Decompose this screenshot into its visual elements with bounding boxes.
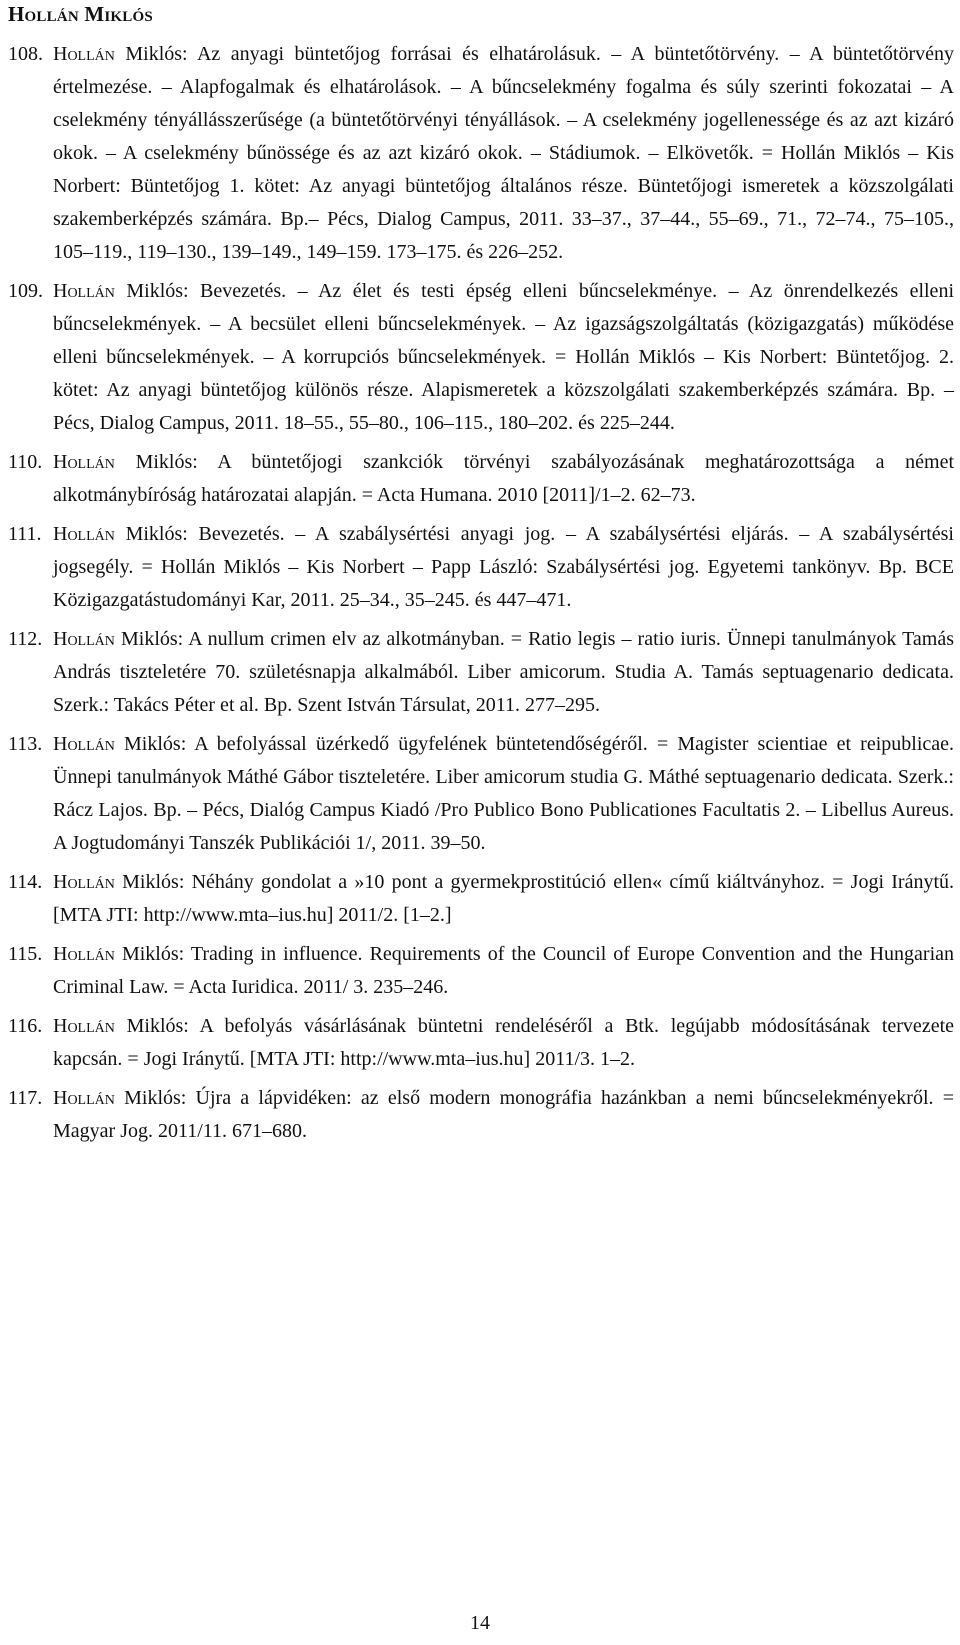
entry-number: 117. bbox=[8, 1087, 43, 1109]
entry-number: 116. bbox=[8, 1015, 43, 1037]
list-item bbox=[8, 518, 954, 617]
entry-author: Hollán bbox=[53, 1087, 115, 1109]
list-item bbox=[8, 866, 954, 932]
entry-number: 112. bbox=[8, 628, 43, 650]
list-item bbox=[8, 1010, 954, 1076]
entry-author: Hollán bbox=[53, 628, 115, 650]
bibliography-list bbox=[8, 38, 954, 1154]
list-item bbox=[8, 275, 954, 440]
entry-author: Hollán bbox=[53, 871, 115, 893]
entry-number: 109. bbox=[8, 280, 43, 302]
list-item bbox=[8, 38, 954, 269]
entry-number: 108. bbox=[8, 43, 43, 65]
entry-number: 113. bbox=[8, 733, 43, 755]
entry-author: Hollán bbox=[53, 1015, 115, 1037]
entry-author: Hollán bbox=[53, 943, 115, 965]
list-item bbox=[8, 1082, 954, 1148]
entry-number: 111. bbox=[8, 523, 42, 545]
entry-text: Miklós: A befolyás vásárlásának büntetni rendeléséről a Btk. legújabb módosításának tervezete kapcsán. = Jogi Iránytű. [MTA JTI: http://www.mta–ius.hu] 2011/3. 1–2. bbox=[53, 1015, 955, 1070]
entry-text: Miklós: A büntetőjogi szankciók törvényi szabályozásának meghatározottsága a német alkotmánybíróság határozatai alapján. = Acta Humana. 2010 [2011]/1–2. 62–73. bbox=[53, 451, 955, 506]
entry-text: Miklós: Bevezetés. – A szabálysértési anyagi jog. – A szabálysértési eljárás. – A szabálysértési jogsegély. = Hollán Miklós – Kis Norbert – Papp László: Szabálysértési jog. Egyetemi tankönyv. Bp. BCE Közigazgatástudományi Kar, 2011. 25–34., 35–245. és 447–471. bbox=[53, 523, 954, 611]
entry-author: Hollán bbox=[53, 451, 115, 473]
page-header: Hollán Miklós bbox=[8, 2, 153, 26]
page-number: 14 bbox=[470, 1612, 490, 1634]
entry-author: Hollán bbox=[53, 280, 115, 302]
entry-author: Hollán bbox=[53, 523, 115, 545]
entry-text: Miklós: Bevezetés. – Az élet és testi épség elleni bűncselekménye. – Az önrendelkezés elleni bűncselekmények. – A becsület elleni bűncselekmények. – Az igazságszolgáltatás (közigazgatás) működése elleni bűncselekmények. – A korrupciós bűncselekmények. = Hollán Miklós – Kis Norbert: Büntetőjog. 2. kötet: Az anyagi büntetőjog különös része. Alapismeretek a közszolgálati szakemberképzés számára. Bp. – Pécs, Dialog Campus, 2011. 18–55., 55–80., 106–115., 180–202. és 225–244. bbox=[53, 280, 954, 434]
entry-text: Miklós: A nullum crimen elv az alkotmányban. = Ratio legis – ratio iuris. Ünnepi tanulmányok Tamás András tiszteletére 70. születésnapja alkalmából. Liber amicorum. Studia A. Tamás septuagenario dedicata. Szerk.: Takács Péter et al. Bp. Szent István Társulat, 2011. 277–295. bbox=[53, 628, 954, 716]
list-item bbox=[8, 728, 954, 860]
list-item bbox=[8, 623, 954, 722]
entry-text: Miklós: A befolyással üzérkedő ügyfelének büntetendőségéről. = Magister scientiae et reipublicae. Ünnepi tanulmányok Máthé Gábor tiszteletére. Liber amicorum studia G. Máthé septuagenario dedicata. Szerk.: Rácz Lajos. Bp. – Pécs, Dialóg Campus Kiadó /Pro Publico Bono Publicationes Facultatis 2. – Libellus Aureus. A Jogtudományi Tanszék Publikációi 1/, 2011. 39–50. bbox=[53, 733, 955, 854]
entry-number: 114. bbox=[8, 871, 43, 893]
list-item bbox=[8, 938, 954, 1004]
list-item bbox=[8, 446, 954, 512]
entry-text: Miklós: Az anyagi büntetőjog forrásai és elhatárolásuk. – A büntetőtörvény. – A büntetőtörvény értelmezése. – Alapfogalmak és elhatárolások. – A bűncselekmény fogalma és súly szerinti fokozatai – A cselekmény tényállásszerűsége (a büntetőtörvényi tényállások. – A cselekmény jogellenessége és az azt kizáró okok. – A cselekmény bűnössége és az azt kizáró okok. – Stádiumok. – Elkövetők. = Hollán Miklós – Kis Norbert: Büntetőjog 1. kötet: Az anyagi büntetőjog általános része. Büntetőjogi ismeretek a közszolgálati szakemberképzés számára. Bp.– Pécs, Dialog Campus, 2011. 33–37., 37–44., 55–69., 71., 72–74., 75–105., 105–119., 119–130., 139–149., 149–159. 173–175. és 226–252. bbox=[53, 43, 954, 263]
entry-number: 110. bbox=[8, 451, 43, 473]
entry-text: Miklós: Újra a lápvidéken: az első modern monográfia hazánkban a nemi bűncselekményekről. = Magyar Jog. 2011/11. 671–680. bbox=[53, 1087, 955, 1142]
entry-author: Hollán bbox=[53, 43, 115, 65]
entry-author: Hollán bbox=[53, 733, 115, 755]
entry-number: 115. bbox=[8, 943, 43, 965]
entry-text: Miklós: Néhány gondolat a »10 pont a gyermekprostitúció ellen« című kiáltványhoz. = Jogi Iránytű. [MTA JTI: http://www.mta–ius.hu] 2011/2. [1–2.] bbox=[53, 871, 954, 926]
entry-text: Miklós: Trading in influence. Requirements of the Council of Europe Convention and the Hungarian Criminal Law. = Acta Iuridica. 2011/ 3. 235–246. bbox=[53, 943, 955, 998]
